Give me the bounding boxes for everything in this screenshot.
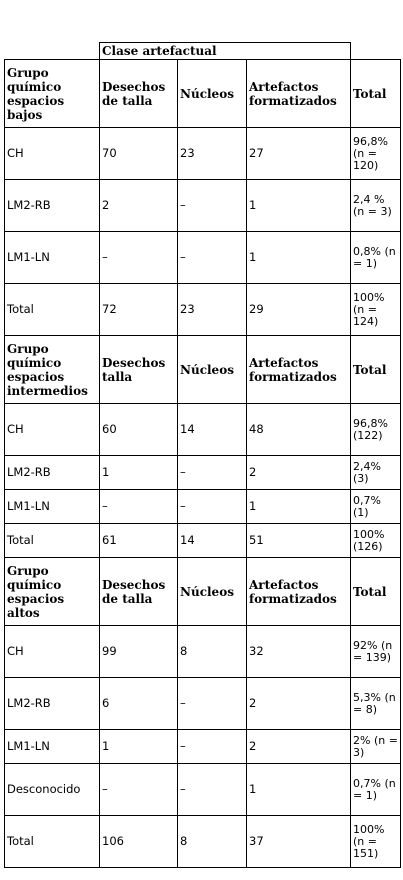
cell-nucleos: –	[178, 180, 247, 232]
col-header-nucleos: Núcleos	[178, 60, 247, 128]
table-row	[5, 678, 401, 730]
col-header-artefactos: Artefactos formatizados	[247, 336, 351, 404]
group-label: Grupo químico espacios intermedios	[5, 336, 100, 404]
table-row-total	[5, 524, 401, 558]
cell-artefactos: 2	[247, 456, 351, 490]
cell-desechos: 1	[100, 456, 178, 490]
row-label: CH	[5, 404, 100, 456]
row-label: CH	[5, 626, 100, 678]
table-row	[5, 456, 401, 490]
cell-total: 100% (n = 151)	[351, 816, 401, 868]
cell-nucleos: –	[178, 730, 247, 764]
row-label: LM1-LN	[5, 232, 100, 284]
cell-total: 0,7% (n = 1)	[351, 764, 401, 816]
cell-desechos: –	[100, 490, 178, 524]
group-label: Grupo químico espacios altos	[5, 558, 100, 626]
cell-desechos: 99	[100, 626, 178, 678]
cell-total: 96,8% (122)	[351, 404, 401, 456]
row-label: LM1-LN	[5, 490, 100, 524]
col-header-total: Total	[351, 60, 401, 128]
table-row-total	[5, 816, 401, 868]
row-label: LM2-RB	[5, 456, 100, 490]
cell-nucleos: 14	[178, 524, 247, 558]
cell-artefactos: 2	[247, 678, 351, 730]
cell-nucleos: –	[178, 764, 247, 816]
col-header-desechos: Desechos de talla	[100, 558, 178, 626]
cell-desechos: 61	[100, 524, 178, 558]
cell-desechos: –	[100, 764, 178, 816]
cell-artefactos: 32	[247, 626, 351, 678]
cell-nucleos: –	[178, 678, 247, 730]
cell-nucleos: 14	[178, 404, 247, 456]
cell-artefactos: 1	[247, 764, 351, 816]
col-header-total: Total	[351, 558, 401, 626]
cell-desechos: 2	[100, 180, 178, 232]
table-row	[5, 626, 401, 678]
col-header-artefactos: Artefactos formatizados	[247, 60, 351, 128]
table-row	[5, 404, 401, 456]
cell-desechos: 60	[100, 404, 178, 456]
group-label: Grupo químico espacios bajos	[5, 60, 100, 128]
cell-nucleos: 8	[178, 626, 247, 678]
row-label: Total	[5, 284, 100, 336]
col-header-desechos: Desechos talla	[100, 336, 178, 404]
cell-artefactos: 1	[247, 490, 351, 524]
cell-desechos: 106	[100, 816, 178, 868]
super-header-row	[5, 43, 401, 60]
row-label: LM1-LN	[5, 730, 100, 764]
cell-nucleos: –	[178, 232, 247, 284]
table-row	[5, 180, 401, 232]
cell-artefactos: 1	[247, 232, 351, 284]
super-header: Clase artefactual	[100, 43, 351, 60]
cell-desechos: –	[100, 232, 178, 284]
cell-total: 5,3% (n = 8)	[351, 678, 401, 730]
table-row	[5, 764, 401, 816]
col-header-nucleos: Núcleos	[178, 558, 247, 626]
artifact-class-table	[4, 42, 401, 868]
cell-artefactos: 51	[247, 524, 351, 558]
cell-total: 96,8% (n = 120)	[351, 128, 401, 180]
cell-nucleos: 23	[178, 128, 247, 180]
row-label: Total	[5, 524, 100, 558]
table-row	[5, 232, 401, 284]
row-label: Total	[5, 816, 100, 868]
cell-desechos: 70	[100, 128, 178, 180]
section-header-row	[5, 336, 401, 404]
table-row	[5, 730, 401, 764]
cell-desechos: 1	[100, 730, 178, 764]
table-row	[5, 128, 401, 180]
corner-cell	[5, 43, 100, 60]
cell-artefactos: 1	[247, 180, 351, 232]
cell-total: 0,8% (n = 1)	[351, 232, 401, 284]
table-row-total	[5, 284, 401, 336]
cell-nucleos: 8	[178, 816, 247, 868]
col-header-artefactos: Artefactos formatizados	[247, 558, 351, 626]
cell-total: 2,4 % (n = 3)	[351, 180, 401, 232]
cell-desechos: 72	[100, 284, 178, 336]
cell-total: 2,4% (3)	[351, 456, 401, 490]
cell-total: 92% (n = 139)	[351, 626, 401, 678]
table-row	[5, 490, 401, 524]
cell-nucleos: –	[178, 490, 247, 524]
row-label: LM2-RB	[5, 180, 100, 232]
cell-nucleos: –	[178, 456, 247, 490]
row-label: Desconocido	[5, 764, 100, 816]
cell-artefactos: 48	[247, 404, 351, 456]
col-header-total: Total	[351, 336, 401, 404]
row-label: CH	[5, 128, 100, 180]
cell-total: 0,7% (1)	[351, 490, 401, 524]
cell-artefactos: 2	[247, 730, 351, 764]
row-label: LM2-RB	[5, 678, 100, 730]
col-header-nucleos: Núcleos	[178, 336, 247, 404]
col-header-desechos: Desechos de talla	[100, 60, 178, 128]
cell-nucleos: 23	[178, 284, 247, 336]
cell-artefactos: 29	[247, 284, 351, 336]
cell-desechos: 6	[100, 678, 178, 730]
cell-total: 100% (126)	[351, 524, 401, 558]
cell-artefactos: 27	[247, 128, 351, 180]
cell-total: 2% (n = 3)	[351, 730, 401, 764]
corner-cell-right	[351, 43, 401, 60]
cell-artefactos: 37	[247, 816, 351, 868]
section-header-row	[5, 60, 401, 128]
section-header-row	[5, 558, 401, 626]
cell-total: 100% (n = 124)	[351, 284, 401, 336]
